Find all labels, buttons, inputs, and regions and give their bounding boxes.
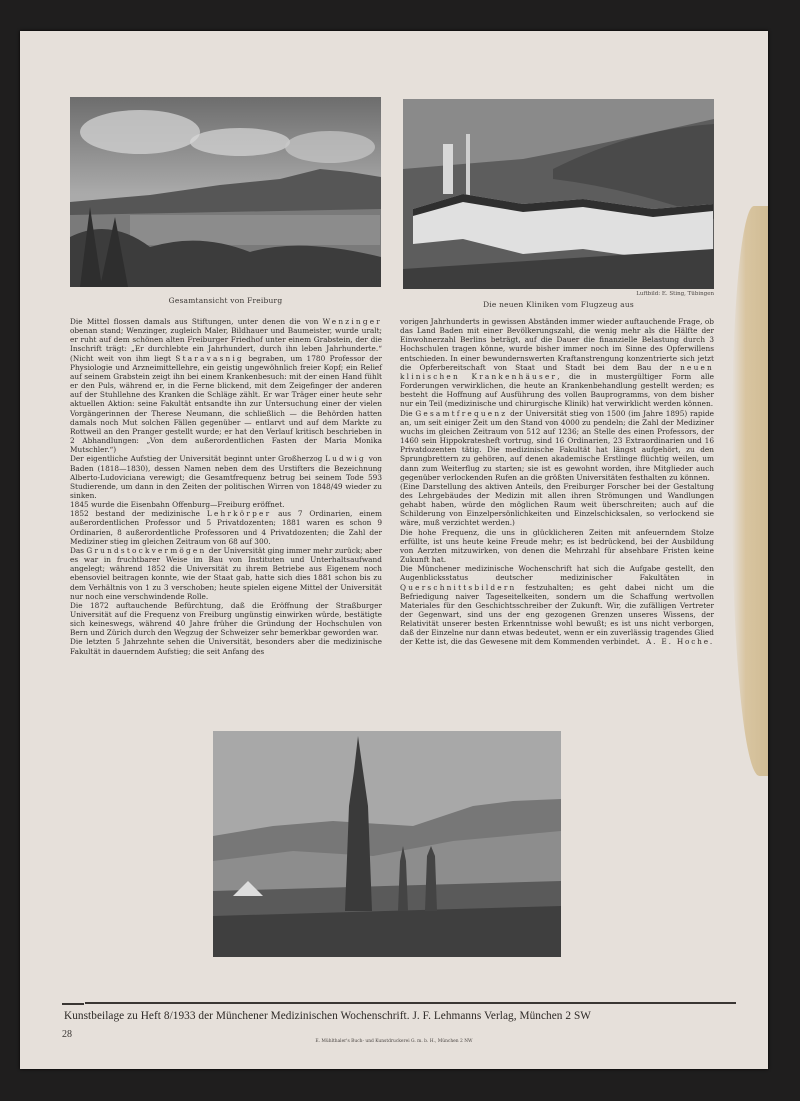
footer-rule bbox=[85, 1002, 736, 1004]
paragraph: Das Grundstockvermögen der Universität ging immer mehr zurück; aber es war in fruchtbarer Weise im Bau von Instituten und Unterhaltsaufwand angelegt; während 1852 die Universität zu ihrem Betriebe aus Eigenem noch ebensoviel beitragen konnte, wie der Staat gab, hatte sich dies 1881 schon bis zu dem Verhältnis von 1 zu 3 verschoben; heute spielen eigene Mittel der Universität nur noch eine verschwindende Rolle. bbox=[70, 545, 383, 601]
paragraph: Die Gesamtfrequenz der Universität stieg von 1500 (im Jahre 1895) rapide an, um seit einiger Zeit um den Stand von 4000 zu pendeln; die Zahl der Mediziner wuchs im gleichen Zeitraum von 512 auf 1236; an Stelle des einen Professors, der 1460 sein Hippokratesheft vortrug, sind 16 Ordinarien, 23 Extraordinarien und 16 Privatdozenten tätig. Die medizinische Fakultät hat längst aufgehört, zu den Sprungbrettern zu gehören, auf denen akademische Erstlinge flüchtig weilen, um dann zum Weiterflug zu starten; sie ist es gewohnt worden, ihre Mitglieder auch gegenüber verlockenden Rufen an die größten Universitäten festhalten zu können. bbox=[400, 408, 714, 482]
page-number: 28 bbox=[62, 1029, 72, 1040]
water-stain bbox=[732, 206, 768, 776]
paragraph: (Eine Darstellung des aktiven Anteils, den Freiburger Forscher bei der Gestaltung des Lehrgebäudes der Medizin mit allen ihren Strömungen und Wandlungen gehabt haben, würde den möglichen Raum weit überschreiten; auch auf die Schilderung von Einzelpersönlichkeiten und Einzelschicksalen, so verlockend sie wäre, muß verzichtet werden.) bbox=[400, 481, 714, 528]
text-column-right bbox=[400, 317, 714, 647]
photo-freiburg-view bbox=[70, 97, 381, 287]
paragraph: vorigen Jahrhunderts in gewissen Abständen immer wieder auftauchende Frage, ob das Land Baden mit einer Bevölkerungszahl, die wenig mehr als die Hälfte der Einwohnerzahl Berlins beträgt, auf die Dauer die finanzielle Belastung durch 3 Hochschulen tragen könne, wurde bisher immer noch im Sinne des Opferwillens entschieden. In einer bewundernswerten Kraftanstrengung konzentrierte sich jetzt die Opferbereitschaft von Staat und Stadt bei dem Bau der neuen klinischen Krankenhäuser, die in mustergültiger Form alle Forderungen verwirklichen, die heute an Krankenbehandlung gestellt werden; es besteht die Hoffnung auf Ausführung des vollen Bauprogramms, von dem bisher nur ein Teil (medizinische und chirurgische Klinik) hat verwirklicht werden können. bbox=[400, 317, 714, 409]
printer-imprint: E. Mühlthaler's Buch- und Kunstdruckerei G. m. b. H., München 2 NW bbox=[315, 1039, 473, 1044]
paragraph: Die hohe Frequenz, die uns in glücklicheren Zeiten mit anfeuerndem Stolze erfüllte, ist uns heute keine Freude mehr; es ist bedrückend, bei der Ausbildung von Aerzten mitzuwirken, von denen die Mehrzahl für absehbare Fristen keine Zukunft hat. bbox=[400, 527, 714, 565]
paragraph: Die letzten 5 Jahrzehnte sehen die Universität, besonders aber die medizinische Fakultät in dauerndem Aufstieg; die seit Anfang des bbox=[70, 637, 382, 656]
photo-freiburg-cathedral bbox=[213, 731, 561, 957]
document-page bbox=[20, 31, 768, 1069]
caption-freiburg-view: Gesamtansicht von Freiburg bbox=[168, 296, 283, 305]
paragraph: Der eigentliche Aufstieg der Universität beginnt unter Großherzog Ludwig von Baden (1818—1830), dessen Namen neben dem des Urstifters die Bezeichnung Alberto-Ludoviciana verewigt; die Gesamtfrequenz betrug bei seinem Tode 593 Studierende, um dann in den Zeiten der politischen Wirren von 1848/49 wieder zu sinken. bbox=[70, 454, 382, 500]
photo-clinics-aerial bbox=[403, 99, 714, 289]
paragraph: 1852 bestand der medizinische Lehrkörper aus 7 Ordinarien, einem außerordentlichen Professor und 5 Privatdozenten; 1881 waren es schon 9 Ordinarien, 8 außerordentliche Professoren und 4 Privatdozenten; die Zahl der Mediziner stieg im gleichen Zeitraum von 68 auf 300. bbox=[70, 509, 382, 546]
paragraph: 1845 wurde die Eisenbahn Offenburg—Freiburg eröffnet. bbox=[70, 500, 285, 510]
footer-rule bbox=[62, 1003, 84, 1005]
caption-clinics: Die neuen Kliniken vom Flugzeug aus bbox=[483, 300, 634, 309]
text-column-left bbox=[70, 317, 382, 656]
paragraph: Die Münchener medizinische Wochenschrift hat sich die Aufgabe gestellt, den Augenblicksstatus deutscher medizinischer Fakultäten in Querschnittsbildern festzuhalten; es geht dabei nicht um die Befriedigung naiver Tageseitelkeiten, sondern um die Schaffung wertvollen Materiales für den Geschichtsschreiber der Zukunft. Wir, die zufälligen Vertreter der Gegenwart, sind uns der eng gezogenen Grenzen unseres Wissens, der Relativität unserer besten Erkenntnisse wohl bewußt; es ist uns nicht verborgen, daß der Einzelne nur dann etwas bedeutet, wenn er ein zuverlässig tragendes Glied der Kette ist, die das Gewesene mit dem Kommenden verbindet. A. E. Hoche. bbox=[400, 564, 714, 647]
paragraph: Die 1872 auftauchende Befürchtung, daß die Eröffnung der Straßburger Universität auf die Frequenz von Freiburg ungünstig einwirken würde, bestätigte sich keineswegs, während 40 Jahre früher die Gründung der Hochschulen von Bern und Zürich durch den Wegzug der Schweizer sehr bemerkbar geworden war. bbox=[70, 600, 382, 638]
supplement-title: Kunstbeilage zu Heft 8/1933 der Münchener Medizinischen Wochenschrift. J. F. Lehmanns Verlag, München 2 SW bbox=[64, 1010, 591, 1022]
author-signature: A. E. Hoche. bbox=[646, 637, 714, 647]
photo-credit: Luftbild: E. Sting, Tübingen bbox=[636, 291, 714, 297]
paragraph: Die Mittel flossen damals aus Stiftungen, unter denen die von Wenzinger obenan stand; Wenzinger, zugleich Maler, Bildhauer und Baumeister, wurde uralt; er ruht auf dem schönen alten Freiburger Friedhof unter einem Grabstein, der die Inschrift trägt: „Er durchlebte ein Jahrhundert, durch ihn leben Jahrhunderte.“ (Nicht weit von ihm liegt Staravasnig begraben, um 1780 Professor der Physiologie und Arzneimittellehre, ein geistig ungewöhnlich freier Kopf; ein Relief auf seinem Grabstein zeigt ihn bei einem Krankenbesuch: mit der einen Hand fühlt er den Puls, während er, in die Ferne blickend, mit dem Zeigefinger der anderen auf der Stuhllehne des Kranken die Schläge zählt. Er war Träger einer heute sehr aktuellen Aktion: seine Fakultät entsandte ihn zur Untersuchung einer der vielen Vorgängerinnen der Therese Neumann, die schließlich — die Behörden hatten damals noch Mut solchen Fällen gegenüber — entlarvt und auf dem Markte zu Rottweil an den Pranger gestellt wurde; er hat den Verlauf kritisch beschrieben in 2 Abhandlungen: „Von dem außerordentlichen Fasten der Maria Monika Mutschler.“) bbox=[70, 317, 382, 455]
